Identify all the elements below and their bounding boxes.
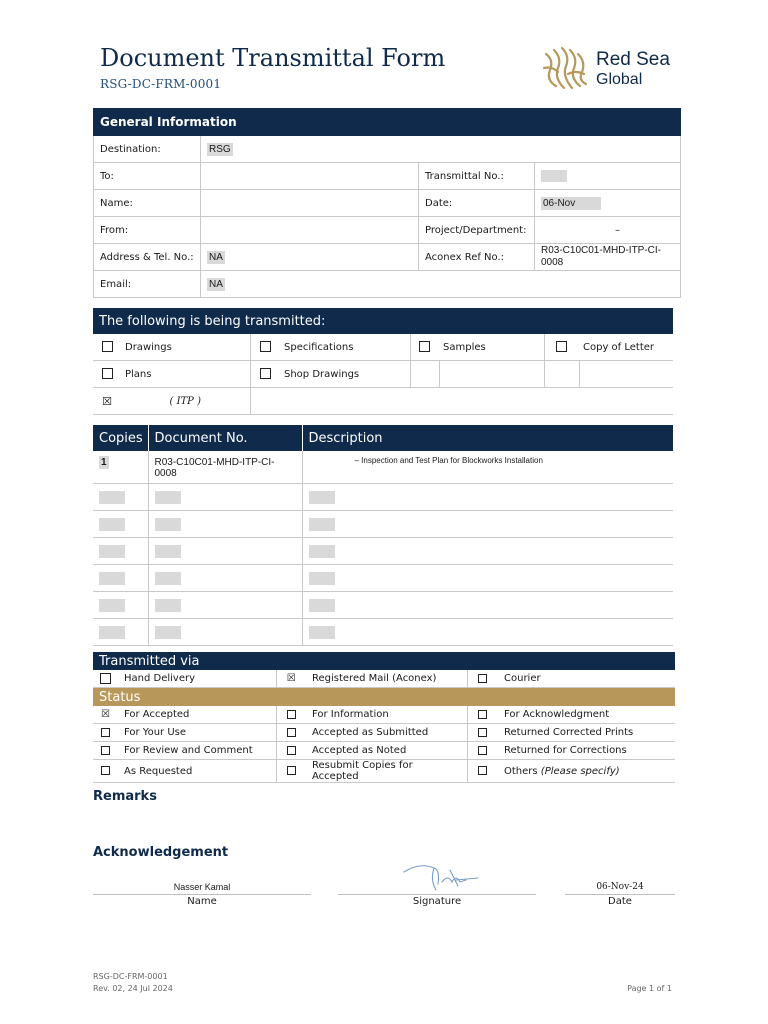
date-label: Date: [419, 190, 535, 217]
for-information-checkbox[interactable] [287, 710, 296, 719]
name-caption: Name [187, 896, 217, 907]
remarks-heading: Remarks [93, 789, 157, 804]
for-review-checkbox[interactable] [101, 746, 110, 755]
project-department-value: – [615, 224, 621, 236]
transmittal-no-label: Transmittal No.: [419, 163, 535, 190]
from-field[interactable] [201, 217, 419, 244]
others-label: Others [504, 765, 538, 777]
documents-table [93, 425, 673, 646]
copy-of-letter-checkbox[interactable] [556, 341, 567, 352]
table-row[interactable] [93, 511, 673, 538]
acknowledgement-heading: Acknowledgement [93, 845, 229, 860]
copy-of-letter-label: Copy of Letter [579, 334, 673, 361]
other-item-value: ( ITP ) [121, 388, 250, 415]
address-field[interactable] [201, 244, 419, 271]
handwritten-signature [400, 860, 480, 894]
registered-mail-label: Registered Mail (Aconex) [306, 670, 467, 688]
shop-drawings-checkbox[interactable] [260, 368, 271, 379]
form-code: RSG-DC-FRM-0001 [100, 77, 222, 91]
email-label: Email: [94, 271, 201, 298]
as-requested-checkbox[interactable] [101, 766, 110, 775]
transmittal-no-field[interactable] [535, 163, 681, 190]
for-review-label: For Review and Comment [118, 742, 276, 760]
document-title: Document Transmittal Form [100, 44, 446, 72]
document-no-column-header: Document No. [148, 425, 302, 451]
logo-text-line1: Red Sea [596, 49, 670, 70]
general-information-heading: General Information [94, 109, 681, 136]
date-caption: Date [608, 896, 632, 907]
logo-text-line2: Global [596, 71, 643, 88]
transmitted-via-status-table [93, 652, 675, 783]
resubmit-checkbox[interactable] [287, 766, 296, 775]
samples-checkbox[interactable] [419, 341, 430, 352]
resubmit-label: Resubmit Copies for Accepted [306, 760, 467, 783]
page-number: Page 1 of 1 [627, 984, 672, 993]
courier-label: Courier [498, 670, 675, 688]
accepted-as-noted-label: Accepted as Noted [306, 742, 467, 760]
table-row[interactable] [93, 484, 673, 511]
acknowledged-by-name: Nasser Kamal [173, 882, 231, 892]
other-item-field[interactable] [250, 388, 673, 415]
company-logo [540, 44, 680, 98]
specifications-checkbox[interactable] [260, 341, 271, 352]
accepted-as-noted-checkbox[interactable] [287, 746, 296, 755]
as-requested-label: As Requested [118, 760, 276, 783]
returned-for-corrections-checkbox[interactable] [478, 746, 487, 755]
other-checkbox-checked[interactable]: ☒ [102, 394, 112, 408]
to-field[interactable] [201, 163, 419, 190]
drawings-checkbox[interactable] [102, 341, 113, 352]
plans-label: Plans [121, 361, 250, 388]
copies-cell: 1 [101, 457, 107, 468]
email-field[interactable] [201, 271, 681, 298]
items-transmitted-heading: The following is being transmitted: [93, 308, 673, 334]
table-row[interactable] [93, 592, 673, 619]
name-label: Name: [94, 190, 201, 217]
shop-drawings-label: Shop Drawings [280, 361, 410, 388]
others-cell [498, 760, 675, 783]
to-label: To: [94, 163, 201, 190]
hand-delivery-checkbox[interactable] [100, 673, 111, 684]
accepted-as-submitted-label: Accepted as Submitted [306, 724, 467, 742]
project-department-label: Project/Department: [419, 217, 535, 244]
destination-label: Destination: [94, 136, 201, 163]
date-value: 06-Nov [541, 197, 601, 210]
acknowledged-date: 06-Nov-24 [596, 882, 644, 892]
status-heading: Status [93, 688, 675, 707]
registered-mail-checkbox-checked[interactable]: ☒ [276, 670, 306, 688]
items-transmitted-table [93, 308, 673, 415]
for-accepted-label: For Accepted [118, 706, 276, 724]
description-cell: – Inspection and Test Plan for Blockworks Installation [302, 451, 673, 484]
for-acknowledgment-label: For Acknowledgment [498, 706, 675, 724]
address-value: NA [209, 251, 223, 263]
project-department-field[interactable] [535, 217, 681, 244]
for-acknowledgment-checkbox[interactable] [478, 710, 487, 719]
email-value: NA [209, 278, 223, 290]
description-column-header: Description [302, 425, 673, 451]
general-information-table [93, 108, 681, 298]
date-field[interactable] [535, 190, 681, 217]
others-note: (Please specify) [540, 765, 620, 777]
hand-delivery-label: Hand Delivery [118, 670, 276, 688]
aconex-ref-label: Aconex Ref No.: [419, 244, 535, 271]
document-no-cell: R03-C10C01-MHD-ITP-CI-0008 [148, 451, 302, 484]
footer-form-code: RSG-DC-FRM-0001 [93, 972, 168, 981]
table-row[interactable] [93, 451, 673, 484]
aconex-ref-field[interactable] [535, 244, 681, 271]
for-accepted-checkbox-checked[interactable]: ☒ [93, 706, 118, 724]
for-your-use-label: For Your Use [118, 724, 276, 742]
signature-caption: Signature [412, 896, 462, 907]
for-your-use-checkbox[interactable] [101, 728, 110, 737]
courier-checkbox[interactable] [478, 674, 487, 683]
specifications-label: Specifications [280, 334, 410, 361]
footer-revision: Rev. 02, 24 Jul 2024 [93, 984, 173, 993]
from-label: From: [94, 217, 201, 244]
drawings-label: Drawings [121, 334, 250, 361]
name-field[interactable] [201, 190, 419, 217]
destination-field[interactable] [201, 136, 681, 163]
returned-corrected-prints-label: Returned Corrected Prints [498, 724, 675, 742]
plans-checkbox[interactable] [102, 368, 113, 379]
table-row[interactable] [93, 565, 673, 592]
table-row[interactable] [93, 619, 673, 646]
others-checkbox[interactable] [478, 766, 487, 775]
address-label: Address & Tel. No.: [94, 244, 201, 271]
table-row[interactable] [93, 538, 673, 565]
logo-emblem-icon [540, 44, 592, 94]
for-information-label: For Information [306, 706, 467, 724]
accepted-as-submitted-checkbox[interactable] [287, 728, 296, 737]
returned-corrected-prints-checkbox[interactable] [478, 728, 487, 737]
samples-label: Samples [439, 334, 544, 361]
returned-for-corrections-label: Returned for Corrections [498, 742, 675, 760]
transmitted-via-heading: Transmitted via [93, 652, 675, 670]
destination-value: RSG [209, 143, 231, 155]
copies-column-header: Copies [93, 425, 148, 451]
aconex-ref-value: R03-C10C01-MHD-ITP-CI-0008 [541, 245, 662, 268]
